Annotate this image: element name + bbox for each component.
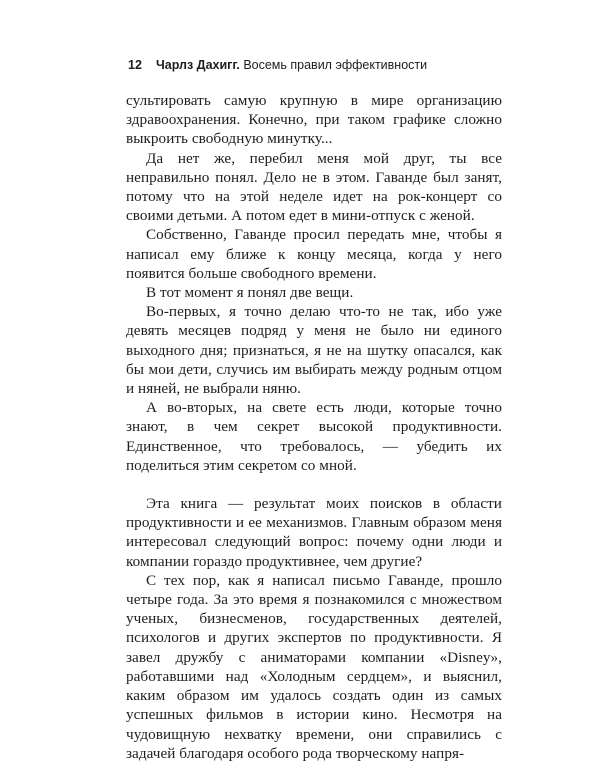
- section-break: [126, 475, 502, 494]
- paragraph: Собственно, Гаванде просил передать мне, чтобы я написал ему ближе к концу месяца, когда у него появится больше свободного времени.: [126, 226, 502, 282]
- paragraph: А во-вторых, на свете есть люди, которые точно знают, в чем секрет высокой продуктивности. Единственное, что требовалось, — убедить их поделиться этим секретом со мной.: [126, 399, 502, 474]
- paragraph: Эта книга — результат моих поисков в области продуктивности и ее механизмов. Главным образом меня интересовал следующий вопрос: почему одни люди и компании гораздо продуктивнее, чем другие?: [126, 495, 502, 570]
- running-header: [128, 57, 500, 73]
- paragraph: С тех пор, как я написал письмо Гаванде, прошло четыре года. За это время я познакомился с множеством ученых, бизнесменов, государственных деятелей, психологов и других экспертов по продуктивности. Я завел дружбу с аниматорами компании «Disney», работавшими над «Холодным сердцем», и выяснил, каким образом им удалось создать один из самых успешных фильмов в истории кино. Несмотря на чудовищную нехватку времени, они справились с задачей благодаря особого рода творческому напря-: [126, 571, 502, 762]
- paragraph: В тот момент я понял две вещи.: [146, 284, 354, 302]
- page-body: [126, 91, 502, 763]
- header-book-title: Восемь правил эффективности: [243, 58, 428, 72]
- header-author: Чарлз Дахигг.: [156, 58, 240, 72]
- paragraph-continued: сультировать самую крупную в мире организацию здравоохранения. Конечно, при таком графике сложно выкроить свободную минутку...: [126, 92, 502, 148]
- page-number: 12: [128, 58, 142, 72]
- paragraph: Да нет же, перебил меня мой друг, ты все неправильно понял. Дело не в этом. Гаванде был занят, потому что на этой неделе идет на рок-концерт со своими детьми. А потом едет в мини-отпуск с женой.: [126, 149, 502, 225]
- paragraph: Во-первых, я точно делаю что-то не так, ибо уже девять месяцев подряд у меня не было ни единого выходного дня; признаться, я не на шутку опасался, как бы мои дети, случись им выбирать между родным отцом и няней, не выбрали няню.: [126, 303, 502, 398]
